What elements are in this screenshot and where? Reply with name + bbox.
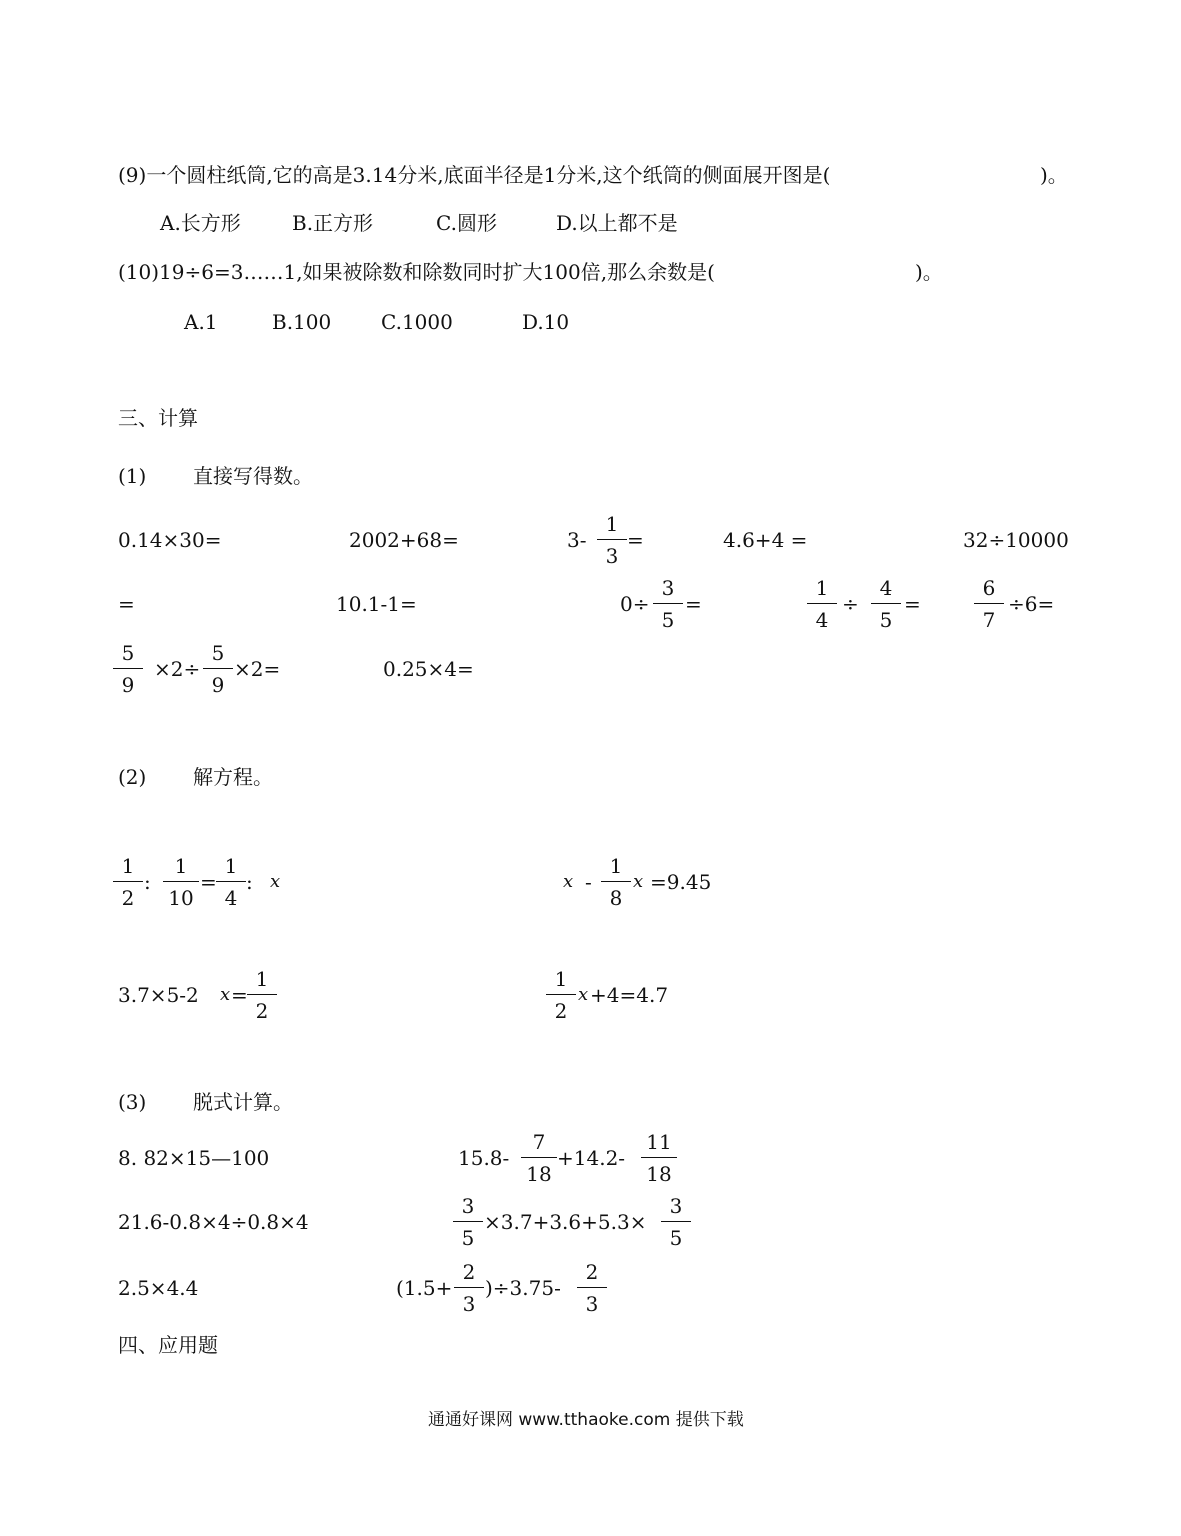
q10-close: )。 [915, 260, 943, 284]
calc3: 21.6-0.8×4÷0.8×4 [118, 1210, 309, 1234]
fraction-6-7: 6 7 [974, 576, 1004, 632]
footer-text: 通通好课网 www.tthaoke.com 提供下载 [428, 1410, 744, 1430]
calc2-a: 15.8- [458, 1146, 510, 1170]
expr-quarter-div-equals: = [904, 592, 921, 616]
fraction-1-10: 1 10 [163, 854, 199, 910]
eq3-variable-x: x [220, 984, 231, 1005]
eq4-rhs: +4=4.7 [590, 983, 669, 1007]
part3-label: (3) [118, 1090, 147, 1114]
q10-option-b: B.100 [272, 310, 332, 334]
eq2-variable-x-a: x [563, 871, 574, 892]
fraction-5-9-first: 5 9 [113, 641, 143, 697]
expr-32-div-10000-equals: = [118, 592, 135, 616]
fraction-1-3: 1 3 [597, 512, 627, 568]
part1-title: 直接写得数。 [193, 464, 313, 488]
part3-title: 脱式计算。 [193, 1090, 293, 1114]
fraction-3-5-calc4b: 3 5 [661, 1194, 691, 1250]
eq1-colon-b: : [246, 870, 253, 894]
expr-2002-plus-68: 2002+68= [349, 528, 459, 552]
calc6-a: (1.5+ [396, 1276, 453, 1300]
fraction-3-5: 3 5 [653, 576, 683, 632]
calc5: 2.5×4.4 [118, 1276, 199, 1300]
expr-times-2-equals: ×2= [234, 657, 281, 681]
expr-32-div-10000: 32÷10000 [963, 528, 1069, 552]
fraction-5-9-second: 5 9 [203, 641, 233, 697]
expr-0-25x4: 0.25×4= [383, 657, 474, 681]
part1-label: (1) [118, 464, 147, 488]
fraction-1-2-eq3: 1 2 [247, 967, 277, 1023]
q10-option-a: A.1 [184, 310, 218, 334]
eq2-minus: - [585, 870, 592, 894]
expr-4-6-plus-4: 4.6+4 = [723, 528, 808, 552]
q9-option-a: A.长方形 [160, 211, 241, 235]
section4-title: 四、应用题 [118, 1333, 218, 1357]
expr-3-minus-equals: = [627, 528, 644, 552]
eq1-colon-a: : [144, 870, 151, 894]
q9-option-d: D.以上都不是 [556, 211, 678, 235]
calc2-b: +14.2- [557, 1146, 626, 1170]
part2-label: (2) [118, 765, 147, 789]
eq1-variable-x: x [270, 871, 281, 892]
expr-0-div-equals: = [685, 592, 702, 616]
q10-option-c: C.1000 [381, 310, 453, 334]
q9-option-c: C.圆形 [436, 211, 497, 235]
expr-div-sign: ÷ [842, 592, 859, 616]
expr-3-minus: 3- [567, 528, 587, 552]
expr-times-2-div: ×2÷ [154, 657, 201, 681]
expr-0-14x30: 0.14×30= [118, 528, 222, 552]
eq4-variable-x: x [578, 984, 589, 1005]
eq2-variable-x-b: x [633, 871, 644, 892]
calc4: ×3.7+3.6+5.3× [484, 1210, 647, 1234]
fraction-2-3-calc6a: 2 3 [454, 1260, 484, 1316]
fraction-3-5-calc4a: 3 5 [453, 1194, 483, 1250]
fraction-1-8: 1 8 [601, 854, 631, 910]
fraction-2-3-calc6b: 2 3 [577, 1260, 607, 1316]
section3-title: 三、计算 [118, 406, 198, 430]
q9-close: )。 [1040, 163, 1068, 187]
calc6-b: )÷3.75- [485, 1276, 561, 1300]
eq2-rhs: =9.45 [650, 870, 712, 894]
fraction-1-2-eq4: 1 2 [546, 967, 576, 1023]
q9-stem: (9)一个圆柱纸筒,它的高是3.14分米,底面半径是1分米,这个纸筒的侧面展开图是( [118, 163, 831, 187]
fraction-1-2-eq1a: 1 2 [113, 854, 143, 910]
eq3-equals: = [231, 983, 248, 1007]
fraction-1-4: 1 4 [807, 576, 837, 632]
expr-10-1-minus-1: 10.1-1= [336, 592, 417, 616]
q9-option-b: B.正方形 [292, 211, 374, 235]
eq1-equals: = [200, 870, 217, 894]
eq3-lhs: 3.7×5-2 [118, 983, 199, 1007]
expr-0-div: 0÷ [620, 592, 650, 616]
q10-option-d: D.10 [522, 310, 570, 334]
expr-div-6-equals: ÷6= [1008, 592, 1055, 616]
fraction-7-18: 7 18 [521, 1130, 557, 1186]
calc1: 8. 82×15—100 [118, 1146, 270, 1170]
part2-title: 解方程。 [193, 765, 273, 789]
q10-stem: (10)19÷6=3……1,如果被除数和除数同时扩大100倍,那么余数是( [118, 260, 715, 284]
fraction-1-4-eq1: 1 4 [216, 854, 246, 910]
fraction-11-18: 11 18 [641, 1130, 677, 1186]
fraction-4-5: 4 5 [871, 576, 901, 632]
